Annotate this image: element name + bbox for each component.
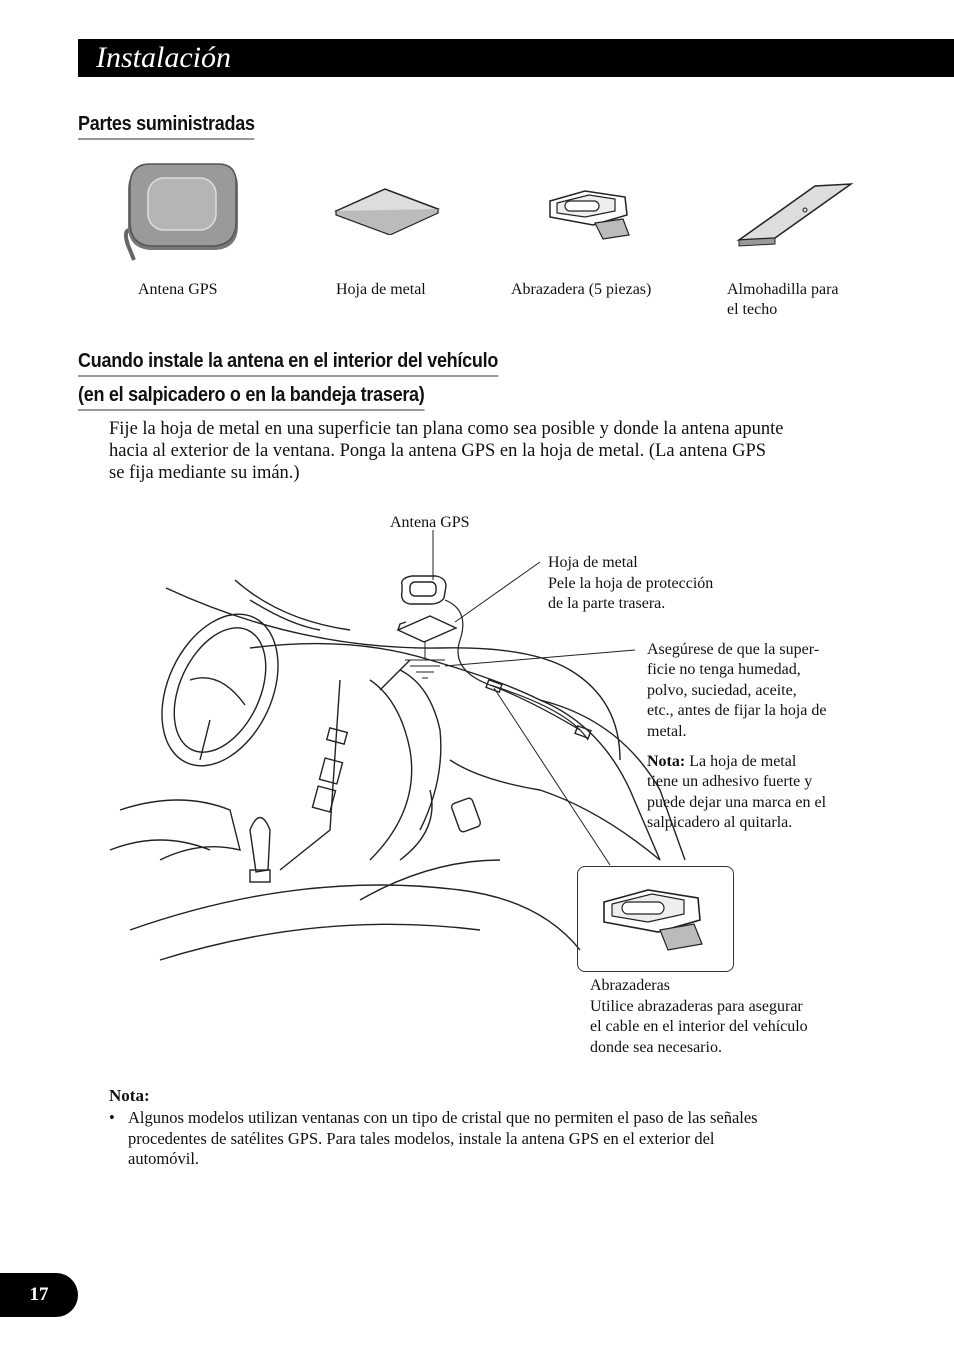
label-clamps-3: el cable en el interior del vehículo xyxy=(590,1018,808,1035)
label-antenna: Antena GPS xyxy=(390,514,470,531)
paragraph-line: se fija mediante su imán.) xyxy=(109,463,300,483)
caption-roof-pad-line2: el techo xyxy=(727,301,778,318)
clamp-detail-illustration xyxy=(598,882,710,952)
metal-sheet-illustration xyxy=(330,185,445,235)
label-surface-5: metal. xyxy=(647,723,687,740)
caption-clamp: Abrazadera (5 piezas) xyxy=(511,281,652,298)
page-number: 17 xyxy=(0,1273,78,1317)
label-nota-line4: salpicadero al quitarla. xyxy=(647,814,793,831)
roof-pad-illustration xyxy=(735,180,855,250)
label-clamps-1: Abrazaderas xyxy=(590,977,670,994)
caption-roof-pad-line1: Almohadilla para xyxy=(727,281,839,298)
footnote-title: Nota: xyxy=(109,1086,150,1105)
footnote-text xyxy=(128,1108,848,1170)
label-surface-4: etc., antes de fijar la hoja de xyxy=(647,702,827,719)
label-nota-line1 xyxy=(647,752,796,773)
title-bar xyxy=(78,39,954,77)
nota-text: La hoja de metal xyxy=(685,753,797,770)
section-heading-interior-line1: Cuando instale la antena en el interior del vehículo xyxy=(78,350,498,377)
footnote-line: Algunos modelos utilizan ventanas con un tipo de cristal que no permiten el paso de las señales xyxy=(128,1108,758,1127)
label-surface-3: polvo, suciedad, aceite, xyxy=(647,682,797,699)
paragraph-line: hacia al exterior de la ventana. Ponga la antena GPS en la hoja de metal. (La antena GPS xyxy=(109,441,767,461)
clamp-illustration xyxy=(545,185,635,240)
label-surface-1: Asegúrese de que la super- xyxy=(647,641,820,658)
footnote-line: procedentes de satélites GPS. Para tales modelos, instale la antena GPS en el exterior del xyxy=(128,1128,715,1148)
nota-bold: Nota: xyxy=(647,753,686,770)
label-sheet-2: Pele la hoja de protección xyxy=(548,575,714,592)
caption-gps-antenna: Antena GPS xyxy=(138,281,218,298)
label-clamps-4: donde sea necesario. xyxy=(590,1039,722,1056)
label-clamps-2: Utilice abrazaderas para asegurar xyxy=(590,998,803,1015)
section-heading-interior-line2: (en el salpicadero o en la bandeja trasera) xyxy=(78,384,425,411)
gps-antenna-illustration xyxy=(120,160,250,265)
bullet-dot: • xyxy=(109,1108,115,1127)
label-nota-line2: tiene un adhesivo fuerte y xyxy=(647,773,813,790)
paragraph-line: Fije la hoja de metal en una superficie tan plana como sea posible y donde la antena apunte xyxy=(109,419,784,439)
label-sheet-1: Hoja de metal xyxy=(548,554,638,571)
label-nota-line3: puede dejar una marca en el xyxy=(647,794,827,811)
label-sheet-3: de la parte trasera. xyxy=(548,595,666,612)
instruction-paragraph xyxy=(109,418,869,484)
footnote-line: automóvil. xyxy=(128,1149,200,1168)
caption-metal-sheet: Hoja de metal xyxy=(336,281,426,298)
label-surface-2: ficie no tenga humedad, xyxy=(647,661,801,678)
page-title: Instalación xyxy=(96,41,231,74)
section-heading-parts: Partes suministradas xyxy=(78,113,255,140)
